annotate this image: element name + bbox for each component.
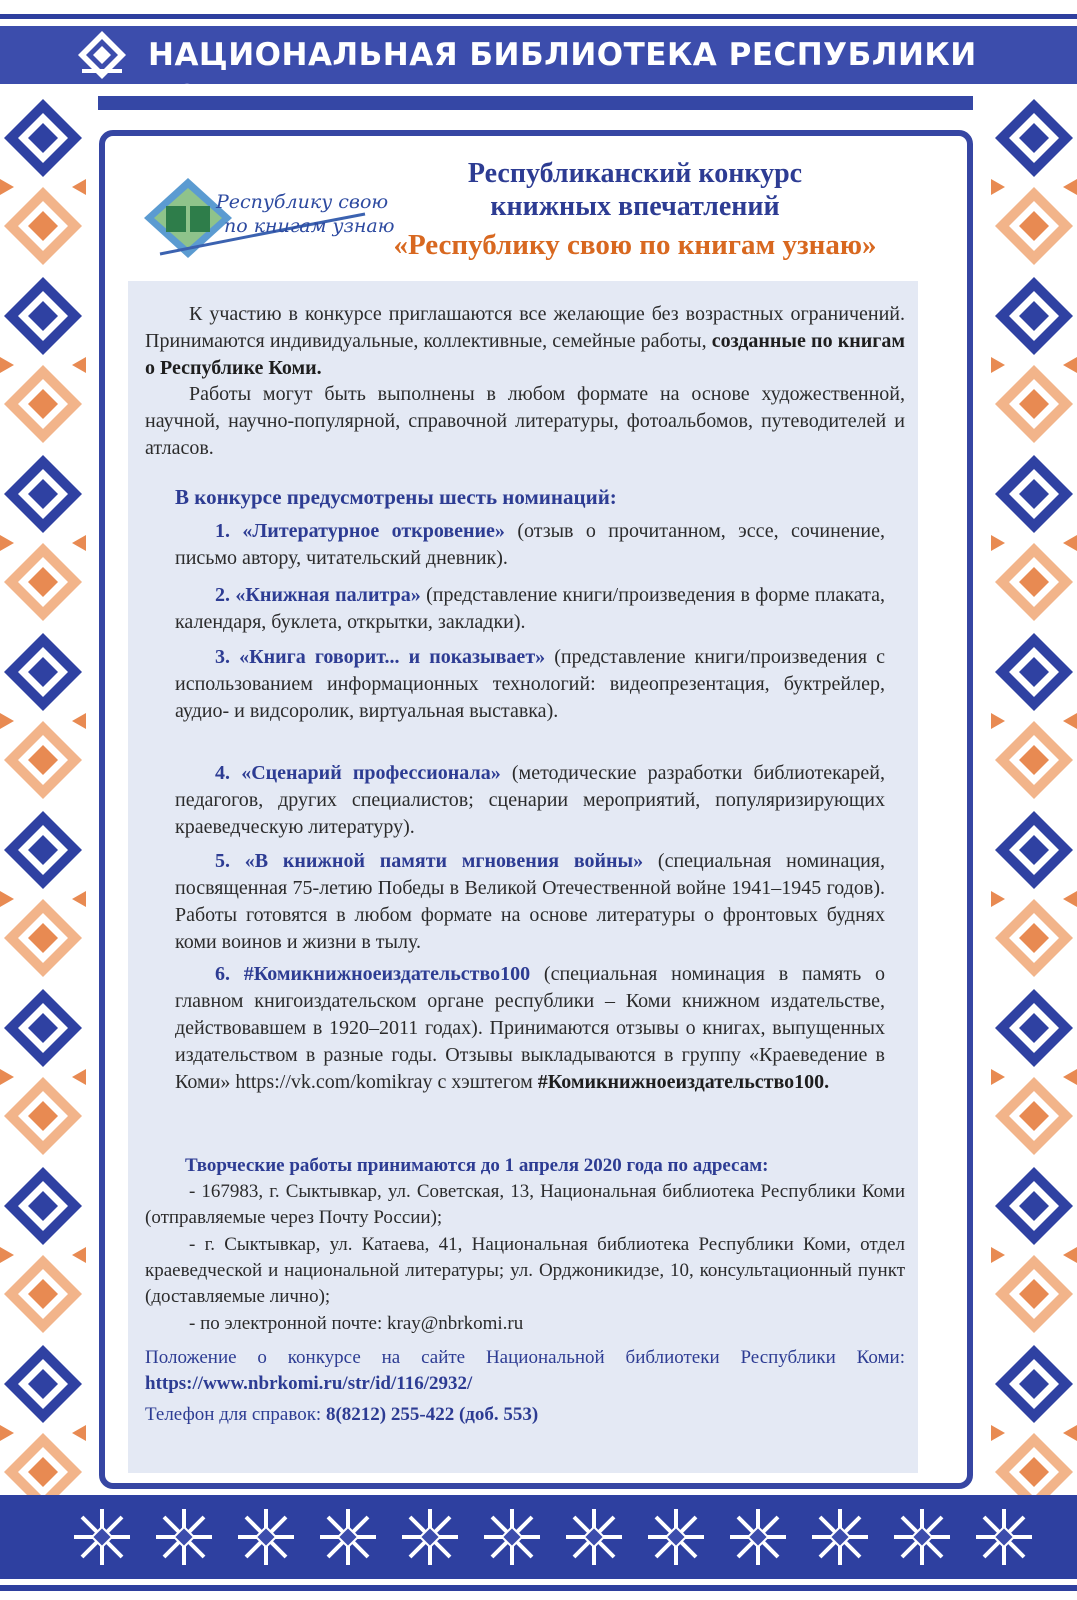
nomination-item: 2. «Книжная палитра» (представление книги/произведения в форме плаката, календаря, буклета, открытки, закладки).	[175, 584, 886, 633]
regulation-link[interactable]: https://www.nbrkomi.ru/str/id/116/2932/	[145, 1373, 473, 1394]
nomination-item: 4. «Сценарий профессионала» (методические разработки библиотекарей, педагогов, других специалистов; сценарии мероприятий, популяризирующих краеведческую литературу).	[175, 762, 885, 838]
nomination-item: 1. «Литературное откровение» (отзыв о прочитанном, эссе, сочинение, письмо автору, читательский дневник).	[175, 520, 885, 569]
library-title: НАЦИОНАЛЬНАЯ БИБЛИОТЕКА РЕСПУБЛИКИ	[148, 37, 977, 73]
heading-line-2: книжных впечатлений	[490, 191, 780, 222]
header-bar	[98, 96, 973, 110]
bottom-band	[0, 1495, 1077, 1579]
address-3: - по электронной почте: kray@nbrkomi.ru	[189, 1313, 524, 1334]
contest-logo	[140, 174, 395, 262]
nomination-item: 5. «В книжной памяти мгновения войны» (специальная номинация, посвященная 75-летию Победы в Великой Отечественной войне 1941–1945 годов). Работы готовятся в любом формате на основе литературы о фронтовых буднях коми воинов и жизни в тылу.	[175, 850, 886, 953]
nomination-item: 3. «Книга говорит... и показывает» (представление книги/произведения с использованием информационных технологий: видеопрезентация, буктрейлер, аудио- и видсоролик, виртуальная выставка).	[175, 646, 885, 722]
address-2: - г. Сыктывкар, ул. Катаева, 41, Национальная библиотека Республики Коми, отдел краеведческой и национальной литературы; ул. Орджоникидзе, 10, консультационный пункт (доставляемые лично);	[145, 1234, 905, 1307]
logo-text-line2: по книгам узнаю	[224, 215, 395, 237]
bottom-rule	[0, 1585, 1077, 1591]
addresses-heading: Творческие работы принимаются до 1 апреля 2020 года по адресам:	[185, 1155, 769, 1176]
nominations-heading: В конкурсе предусмотрены шесть номинаций:	[175, 485, 617, 509]
regulation-note: Положение о конкурсе на сайте Национальной библиотеки Республики Коми: https://www.nbrkomi.ru/str/id/116/2932/	[145, 1347, 905, 1394]
top-rule	[0, 14, 1077, 19]
heading-line-1: Республиканский конкурс	[467, 158, 803, 189]
address-1: - 167983, г. Сыктывкар, ул. Советская, 13, Национальная библиотека Республики Коми (отправляемые через Почту России);	[145, 1181, 905, 1228]
library-logo-icon	[76, 29, 128, 81]
content-card	[99, 130, 973, 1489]
intro-paragraph-1: К участию в конкурсе приглашаются все желающие без возрастных ограничений. Принимаются индивидуальные, коллективные, семейные работы, созданные по книгам о Республике Коми.	[145, 303, 905, 379]
contest-title: «Республику свою по книгам узнаю»	[393, 229, 877, 261]
left-ornament-border	[0, 95, 86, 1517]
right-ornament-border	[991, 95, 1077, 1517]
nomination-item: 6. #Комикнижноеиздательство100 (специальная номинация в память о главном книгоиздательском органе республики – Коми книжном издательстве, действовавшем в 1920–2011 годах). Принимаются отзывы о книгах, выпущенных издательством в разные годы. Отзывы выкладываются в группу «Краеведение в Коми» https://vk.com/komikray с хэштегом #Комикнижноеиздательство100.	[175, 963, 885, 1093]
phone-note: Телефон для справок: 8(8212) 255-422 (доб. 553)	[145, 1404, 539, 1425]
logo-text-line1: Республику свою	[216, 191, 389, 213]
intro-paragraph-2: Работы могут быть выполнены в любом формате на основе художественной, научной, научно-популярной, справочной литературы, фотоальбомов, путеводителей и атласов.	[145, 383, 905, 459]
header-banner	[0, 26, 1077, 84]
snowflake-ornament-row	[0, 1495, 1077, 1579]
